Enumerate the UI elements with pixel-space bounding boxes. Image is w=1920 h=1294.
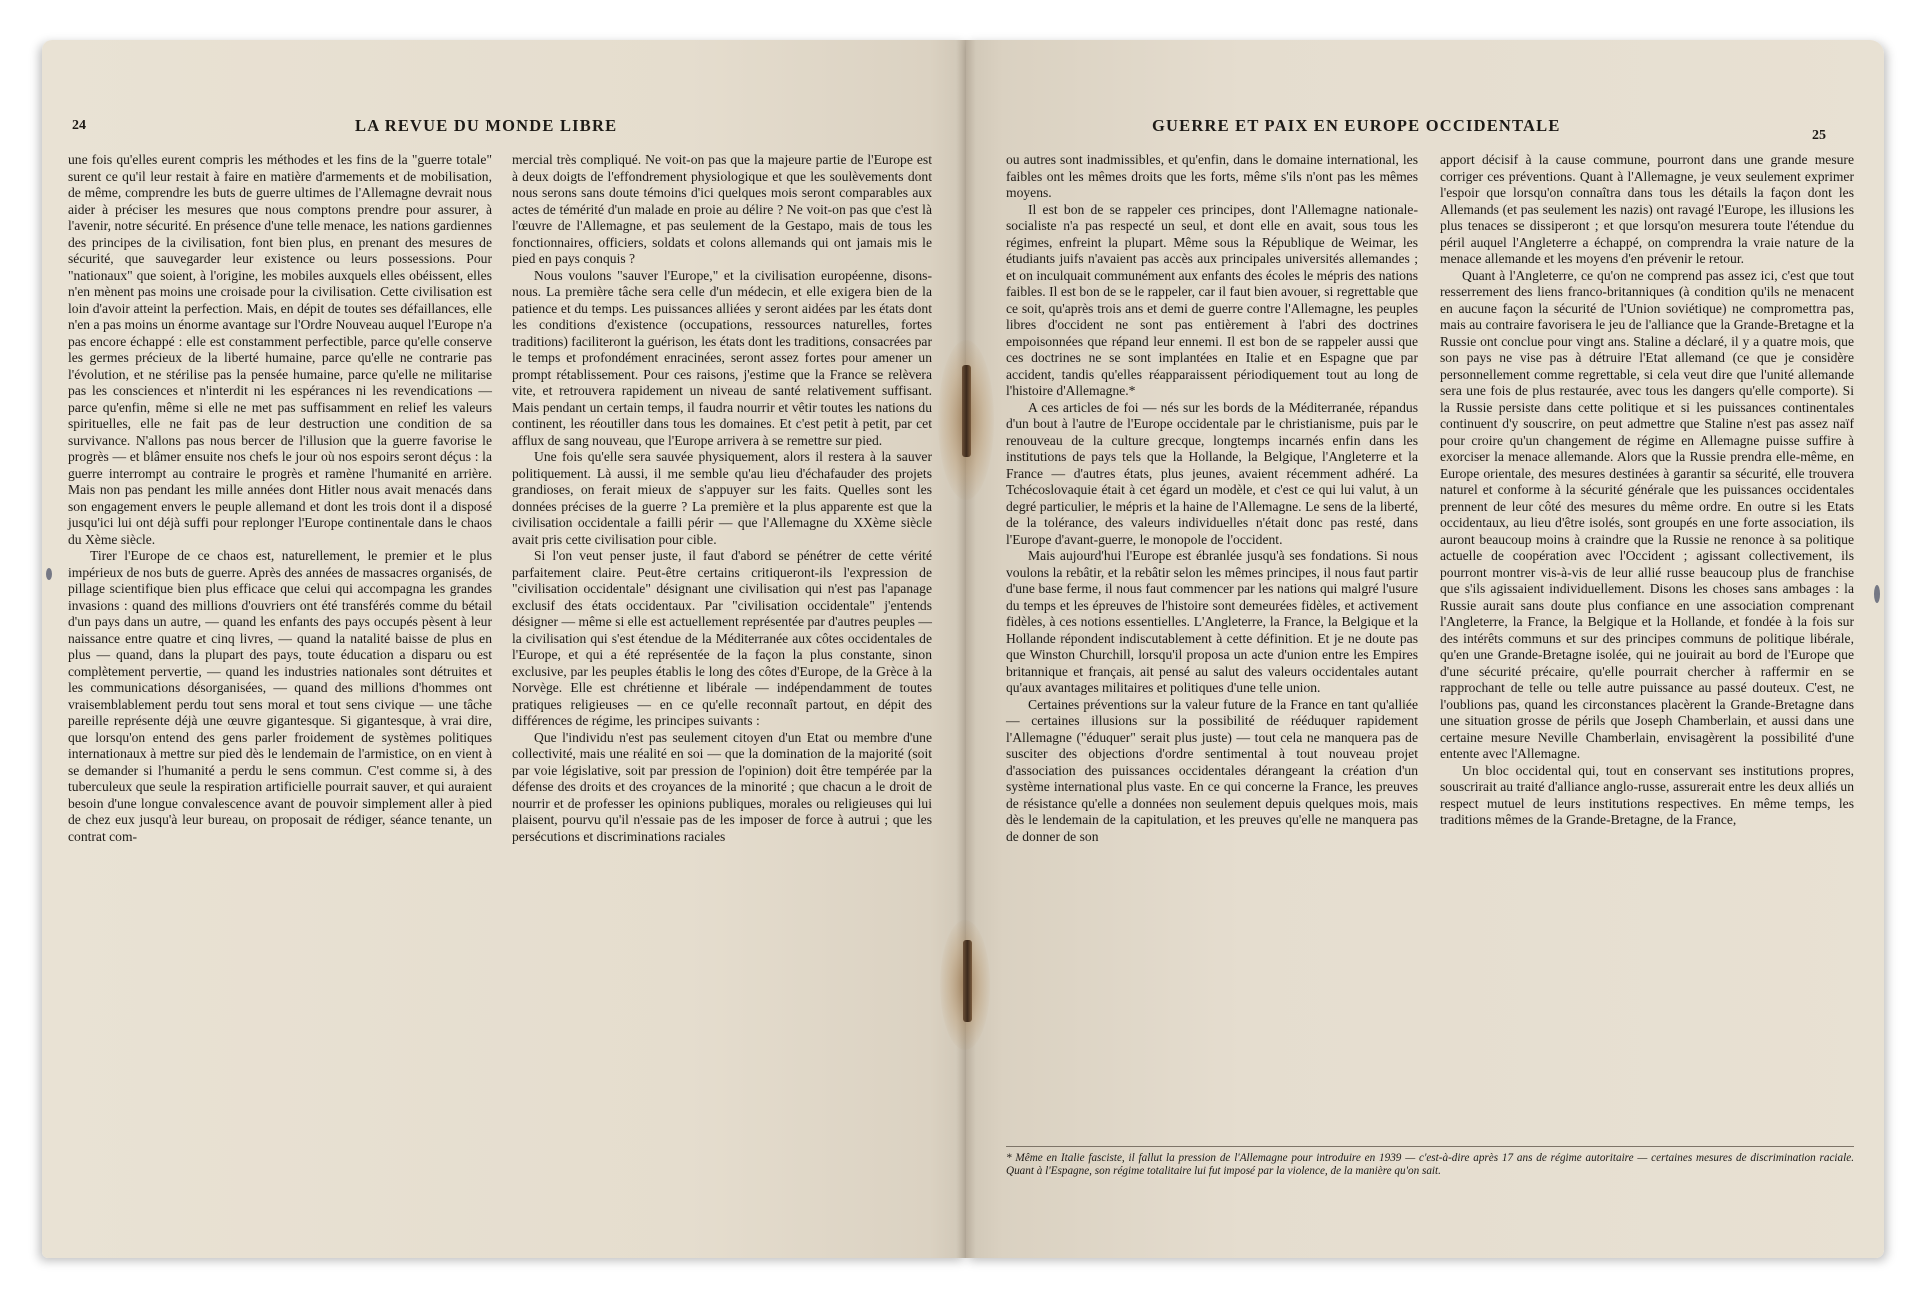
right-page (966, 40, 1884, 1258)
paragraph: A ces articles de foi — nés sur les bords de la Méditerranée, répandus d'un bout à l'autre de l'Europe occidentale par le christianisme, puis par le renouveau de la culture grecque, longtemps incarnés enfin dans les institutions de pays tels que la Hollande, la Belgique, l'Angleterre et la France — d'autres états, plus jeunes, avaient récemment adhéré. La Tchécoslovaquie était à cet égard un modèle, et c'est ce qui lui valut, à un degré particulier, le mépris et la haine de l'Allemagne. Le sens de la liberté, de la tolérance, des valeurs individuelles n'était donc pas resté, dans l'Europe d'avant-guerre, le monopole de l'occident. (1006, 399, 1418, 547)
magazine-spread (42, 40, 1884, 1258)
paragraph: Mais aujourd'hui l'Europe est ébranlée jusqu'à ses fondations. Si nous voulons la rebâtir, et la rebâtir selon les mêmes principes, il nous faut partir d'une base ferme, il nous faut commencer par les nations qui malgré l'usure du temps et les épreuves de l'histoire sont demeurées fidèles, et activement fidèles, à ces notions essentielles. L'Angleterre, la France, la Belgique et la Hollande répondent indiscutablement à cette définition. Et je ne doute pas que Winston Churchill, lorsqu'il proposa un acte d'union entre les Empires britannique et français, ait pensé au salut des valeurs occidentales autant qu'aux avantages militaires et politiques d'une telle union. (1006, 548, 1418, 695)
binding-gutter (956, 40, 976, 1258)
paragraph: Un bloc occidental qui, tout en conservant ses institutions propres, souscrirait au traité d'alliance anglo-russe, assurerait entre les deux alliés un respect mutuel de leurs institutions respectives. En même temps, les traditions mêmes de la Grande-Bretagne, de la France, (1440, 762, 1854, 827)
running-head: LA REVUE DU MONDE LIBRE (355, 116, 618, 135)
paragraph: Tirer l'Europe de ce chaos est, naturellement, le premier et le plus impérieux de nos buts de guerre. Après des années de massacres organisés, de pillage scientifique bien plus efficace que celui qui accompagna les grandes invasions : quand des millions d'ouvriers ont été transférés comme du bétail d'un pays dans un autre, — quand les enfants des pays occupés pèsent à leur naissance entre quatre et cinq livres, — quand la natalité baisse de plus en plus — quand, dans la plupart des pays, toute éducation a disparu ou est complètement pervertie, — quand les industries nationales sont détruites et les communications désorganisées, — quand des millions d'hommes ont vraisemblablement perdu tout sens moral et tout sens civique — une tâche pareille représente déjà une œuvre gigantesque. Si gigantesque, à vrai dire, que lorsqu'on entend des gens parler froidement de systèmes politiques internationaux à mettre sur pied dès le lendemain de l'armistice, on en vient à se demander si l'humanité a perdu le sens commun. C'est comme si, à des tuberculeux que seule la respiration artificielle pourrait sauver, et qui auraient besoin d'une longue convalescence avant de pouvoir simplement aller à pied de chez eux jusqu'à leur bureau, on proposait de rédiger, séance tenante, un contrat com- (68, 548, 492, 844)
paragraph: Nous voulons "sauver l'Europe," et la civilisation européenne, disons-nous. La première tâche sera celle d'un médecin, et elle exigera bien de la patience et du temps. Les puissances alliées y seront aidées par les états dont les conditions d'existence (occupations, ressources naturelles, fortes traditions) faciliteront la guérison, les états dont les traditions, consacrées par le temps et profondément enracinées, seront assez fortes pour amener un prompt rétablissement. Pour ces raisons, j'estime que la France se relèvera vite, et retrouvera rapidement un niveau de santé relativement suffisant. Mais pendant un certain temps, il faudra nourrir et vêtir toutes les nations du continent, les réoutiller dans tous les domaines. Et c'est petit à petit, par cet afflux de sang nouveau, que l'Europe arrivera à se remettre sur pied. (512, 267, 932, 448)
paragraph: une fois qu'elles eurent compris les méthodes et les fins de la "guerre totale" surent ce qu'il leur restait à faire en matière d'armements et de mobilisation, de même, comprendre les buts de guerre ultimes de l'Allemagne devrait nous aider à préciser les mesures que nous comptons prendre pour assurer, à l'avenir, notre sécurité. En présence d'une telle menace, les nations gardiennes des principes de la civilisation, font bien plus, en prenant des mesures de sécurité, que sauvegarder leur existence ou leurs possessions. Pour "nationaux" que soient, à l'origine, les mobiles auxquels elles obéissent, elles n'en mènent pas moins une croisade pour la civilisation. Cette civilisation est loin d'avoir atteint la perfection. Mais, en dépit de toutes ses défaillances, elle n'en a pas moins un énorme avantage sur l'Ordre Nouveau auquel l'Europe n'a pas encore échappé : elle est constamment perfectible, parce qu'elle conserve les germes précieux de la liberté humaine, parce qu'elle ne contrarie pas l'évolution, et ne stérilise pas la pensée humaine, parce qu'elle ne militarise pas les consciences et n'interdit ni les espérances ni les revendications — parce qu'enfin, même si elle ne met pas suffisamment en relief les valeurs spirituelles, elle ne fait pas de leur destruction une condition de sa survivance. N'allons pas nous bercer de l'illusion que la guerre favorise le progrès — et blâmer ensuite nos chefs le jour où nos espoirs seront déçus : la guerre interrompt au contraire le progrès et ramène l'humanité en arrière. Mais non pas pendant les mille années dont Hitler nous avait menacés dans son engagement envers le peuple allemand et dont les trois dont il a disposé jusqu'ici lui ont déjà suffi pour replonger l'Europe continentale dans le chaos du Xème siècle. (68, 152, 492, 547)
paragraph: apport décisif à la cause commune, pourront dans une grande mesure corriger ces préventions. Quant à l'Allemagne, je veux seulement exprimer l'espoir que lorsqu'on connaîtra dans tous les détails la façon dont les Allemands (et pas seulement les nazis) ont ravagé l'Europe, les illusions les plus tenaces se dissiperont ; et que lorsqu'on mesurera toute l'étendue du péril auquel l'Angleterre a échappé, on comprendra la vraie nature de la menace allemande et les moyens d'en prévenir le retour. (1440, 152, 1854, 266)
staple-bottom (963, 940, 972, 1022)
staple-top (962, 365, 971, 457)
paragraph: Que l'individu n'est pas seulement citoyen d'un Etat ou membre d'une collectivité, mais une réalité en soi — que la domination de la majorité (soit par voie législative, soit par pression de l'opinion) doit être tempérée par la défense des droits et des croyances de la minorité ; que chacun a le droit de nourrir et de professer les opinions publiques, morales ou religieuses qui lui plaisent, pourvu qu'il n'essaie pas de les imposer de force à autrui ; que les persécutions et discriminations raciales (512, 729, 932, 844)
text-column-2 (512, 152, 932, 845)
footnote-rule (1006, 1146, 1854, 1147)
running-head: GUERRE ET PAIX EN EUROPE OCCIDENTALE (1152, 116, 1561, 135)
paragraph: ou autres sont inadmissibles, et qu'enfin, dans le domaine international, les faibles ont les mêmes droits que les forts, même s'ils n'ont pas les mêmes moyens. (1006, 152, 1418, 200)
ink-spot (1874, 585, 1880, 603)
text-column-1 (68, 152, 492, 845)
paragraph: Si l'on veut penser juste, il faut d'abord se pénétrer de cette vérité parfaitement claire. Peut-être certains critiqueront-ils l'expression de "civilisation occidentale" désignant une civilisation qui n'est pas l'apanage exclusif des états occidentaux. Par "civilisation occidentale" j'entends désigner — même si elle est actuellement représentée par d'autres peuples — la civilisation qui s'est étendue de la Méditerranée aux côtes occidentales de l'Europe, et qui a été représentée de la façon la plus constante, sinon exclusive, par les peuples établis le long des côtes d'Europe, de la Grèce à la Norvège. Elle est chrétienne et libérale — indépendamment de toutes pratiques religieuses — en ce qu'elle reconnaît partout, en dépit des différences de régime, les principes suivants : (512, 548, 932, 728)
paragraph: Certaines préventions sur la valeur future de la France en tant qu'alliée — certaines illusions sur la possibilité de rééduquer rapidement l'Allemagne ("éduquer" serait plus juste) — tout cela ne manquera pas de susciter des objections d'ordre sentimental à tout nouveau projet d'association des puissances occidentales dérangeant la création d'un système international plus vaste. En ce qui concerne la France, les preuves de résistance qu'elle a données non seulement depuis quelques mois, mais dès le lendemain de la capitulation, et les preuves qu'elle ne manquera pas de donner de son (1006, 696, 1418, 844)
left-page (42, 40, 966, 1258)
page-number: 24 (72, 118, 86, 133)
ink-spot (46, 568, 52, 580)
paragraph: mercial très compliqué. Ne voit-on pas que la majeure partie de l'Europe est à deux doigts de l'effondrement physiologique et que les soulèvements dont nous serons sans doute témoins d'ici quelques mois seront comparables aux actes de témérité d'un malade en proie au délire ? Ne voit-on pas que c'est là l'œuvre de l'Allemagne, et pas seulement de la Gestapo, mais de tous les fonctionnaires, officiers, soldats et colons allemands qui ont jamais mis le pied en pays conquis ? (512, 152, 932, 266)
footnote: * Même en Italie fasciste, il fallut la pression de l'Allemagne pour introduire en 1939 — c'est-à-dire après 17 ans de régime autoritaire — certaines mesures de discrimination raciale. Quant à l'Espagne, son régime totalitaire lui fut imposé par la violence, de la manière qu'on sait. (1006, 1152, 1854, 1177)
page-number: 25 (1812, 128, 1826, 143)
paragraph: Il est bon de se rappeler ces principes, dont l'Allemagne nationale-socialiste n'a pas respecté un seul, et dont elle en avait, sous tous les régimes, enfreint la plupart. Même sous la République de Weimar, les étudiants juifs n'avaient pas accès aux principales universités allemandes ; et on inculquait communément aux enfants des écoles le mépris des nations faibles. Il est bon de se le rappeler, car il faut bien avouer, si regrettable que ce soit, qu'après trois ans et demi de guerre contre l'Allemagne, les peuples libres d'occident ne sont pas entièrement à l'abri des doctrines empoisonnées que répand leur ennemi. Il est bon de se rappeler aussi que ces doctrines ne se sont implantées en Italie et en Espagne que par accident, tandis qu'elles réapparaissent périodiquement tout au long de l'histoire d'Allemagne.* (1006, 201, 1418, 398)
text-column-1 (1006, 152, 1418, 845)
paragraph: Quant à l'Angleterre, ce qu'on ne comprend pas assez ici, c'est que tout resserrement des liens franco-britanniques (à condition qu'ils ne menacent en aucune façon la sécurité de l'Union soviétique) ne compromettra pas, mais au contraire favorisera le jeu de l'alliance que la Grande-Bretagne et la Russie ont conclue pour vingt ans. Staline a déclaré, il y a quatre mois, que son pays ne vise pas à détruire l'Etat allemand (ce que je considère personnellement comme regrettable, si cela veut dire que l'unité allemande sera une fois de plus restaurée, avec tous les dangers qu'elle comporte). Si la Russie persiste dans cette politique et si les puissances continentales continuent d'y souscrire, on peut admettre que Staline n'est pas assez naïf pour croire qu'un changement de régime en Allemagne puisse suffire à exorciser la menace allemande. Alors que la Russie prendra elle-même, en Europe orientale, des mesures destinées à garantir sa sécurité, elle trouvera naturel et conforme à la sécurité générale que les puissances occidentales prennent de leur côté des mesures du même ordre. En outre si les Etats occidentaux, au lieu d'être isolés, sont groupés en une forte association, ils auront beaucoup moins à craindre que la Russie ne renonce à sa politique actuelle de coopération avec l'Occident ; agissant collectivement, ils pourront montrer vis-à-vis de leur allié russe beaucoup plus de franchise que s'ils agissaient individuellement. Disons les choses sans ambages : la Russie aurait sans doute plus confiance en une association comprenant l'Angleterre, la France, la Belgique et la Hollande, et fondée à la fois sur des intérêts communs et sur des principes communs de politique libérale, qu'en une Grande-Bretagne isolée, qui ne jouirait au bord de l'Europe que d'une sécurité précaire, qu'elle pourrait chercher à raffermir en se rapprochant de telle ou telle autre puissance au passé douteux. C'est, ne l'oublions pas, quand les circonstances placèrent la Grande-Bretagne dans une situation grosse de périls que Joseph Chamberlain, et aussi dans une certaine mesure Neville Chamberlain, envisagèrent la possibilité d'une entente avec l'Allemagne. (1440, 267, 1854, 761)
text-column-2 (1440, 152, 1854, 829)
paragraph: Une fois qu'elle sera sauvée physiquement, alors il restera à la sauver politiquement. Là aussi, il me semble qu'au lieu d'échafauder des projets grandioses, on ferait mieux de s'appuyer sur les faits. Quelles sont les données précises de la guerre ? La première et la plus apparente est que la civilisation occidentale a failli périr — que l'Allemagne du XXème siècle avait pris cette civilisation pour cible. (512, 449, 932, 547)
